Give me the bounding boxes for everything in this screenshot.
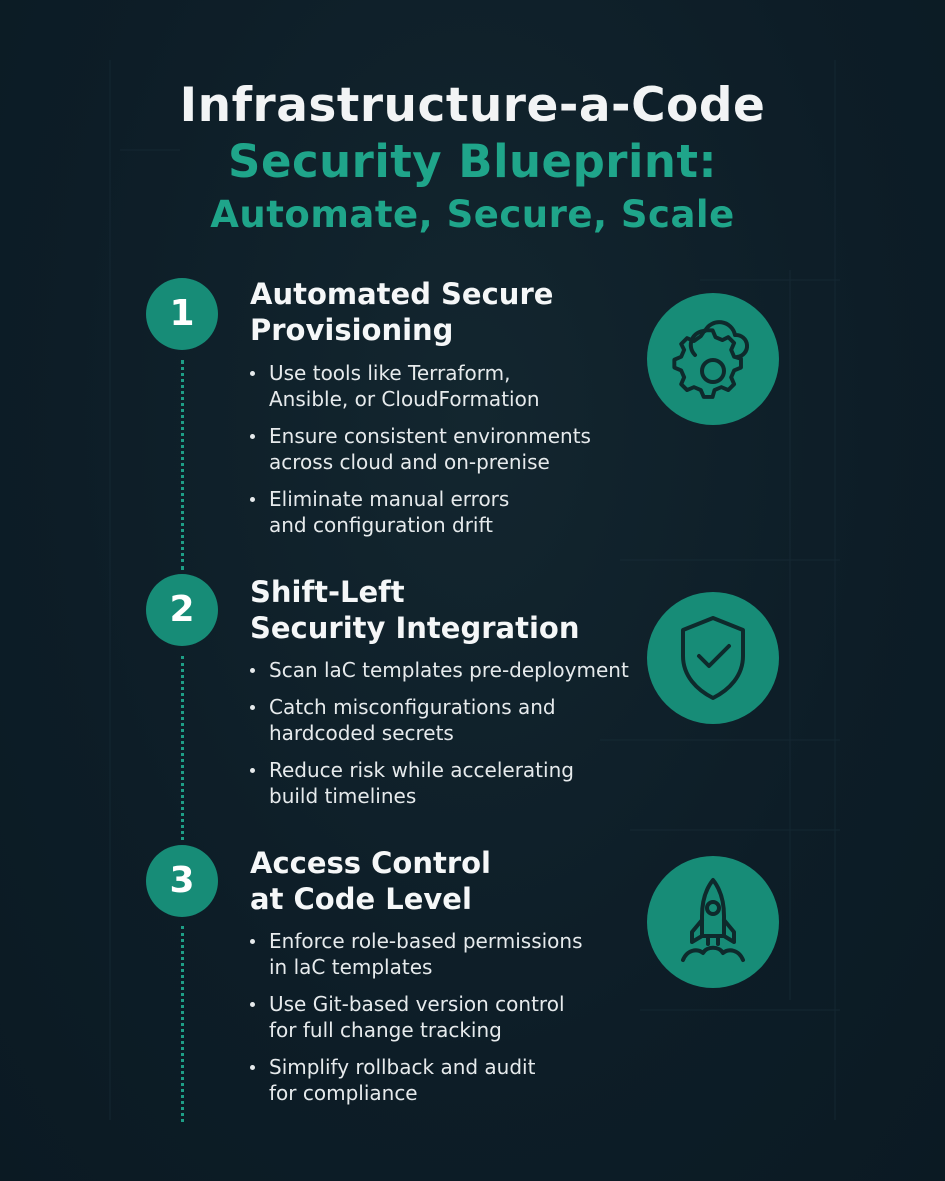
list-item: Use Git-based version control for full change tracking: [248, 991, 583, 1043]
step-2-title-line-1: Shift-Left: [250, 575, 405, 609]
step-2-bullets: [248, 657, 629, 820]
step-2-title-line-2: Security Integration: [250, 611, 580, 645]
list-item: Ensure consistent environments across cloud and on-prenise: [248, 423, 591, 475]
list-item: Scan laC templates pre-deployment: [248, 657, 629, 683]
title-line-1: Infrastructure-a-Code: [179, 78, 766, 133]
list-item: Eliminate manual errors and configuration drift: [248, 486, 591, 538]
step-3-title-line-2: at Code Level: [250, 882, 472, 916]
step-2-title: [250, 574, 579, 646]
step-number-1: 1: [146, 278, 218, 350]
list-item: Simplify rollback and audit for compliance: [248, 1054, 583, 1106]
timeline-connector-2: [181, 656, 187, 840]
list-item: Reduce risk while accelerating build timelines: [248, 757, 629, 809]
step-3-bullets: [248, 928, 583, 1117]
rocket-icon: [647, 856, 779, 988]
step-1-title-line-2: Provisioning: [250, 313, 454, 347]
step-1-title: [250, 276, 553, 348]
step-3-title-line-1: Access Control: [250, 846, 491, 880]
list-item: Catch misconfigurations and hardcoded secrets: [248, 694, 629, 746]
title-line-2: Security Blueprint:: [228, 135, 717, 188]
list-item: Use tools like Terraform, Ansible, or CloudFormation: [248, 360, 591, 412]
gear-cloud-icon: [647, 293, 779, 425]
timeline-connector-1: [181, 360, 187, 570]
step-3-title: [250, 845, 491, 917]
step-number-3: 3: [146, 845, 218, 917]
step-number-2: 2: [146, 574, 218, 646]
timeline-connector-3: [181, 926, 187, 1122]
title-line-3: Automate, Secure, Scale: [210, 193, 735, 236]
list-item: Enforce role-based permissions in laC templates: [248, 928, 583, 980]
step-1-bullets: [248, 360, 591, 549]
step-1-title-line-1: Automated Secure: [250, 277, 554, 311]
shield-check-icon: [647, 592, 779, 724]
